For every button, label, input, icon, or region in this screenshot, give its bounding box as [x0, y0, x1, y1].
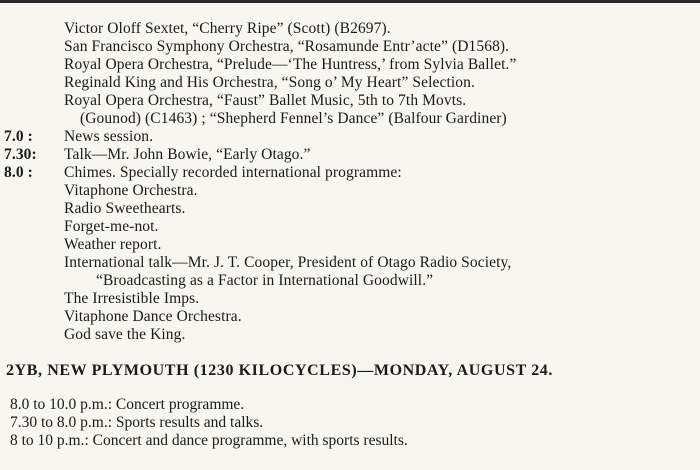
page-top-rule — [0, 0, 700, 3]
programme-line: International talk—Mr. J. T. Cooper, President of Otago Radio Society, — [64, 254, 512, 271]
time-label: 7.0 : — [4, 128, 33, 145]
programme-text: Talk—Mr. John Bowie, “Early Otago.” — [64, 146, 311, 163]
schedule-line: 8.0 to 10.0 p.m.: Concert programme. — [10, 396, 245, 413]
programme-line: Royal Opera Orchestra, “Faust” Ballet Music, 5th to 7th Movts. — [64, 92, 467, 109]
programme-line: Royal Opera Orchestra, “Prelude—‘The Huntress,’ from Sylvia Ballet.” — [64, 56, 517, 73]
schedule-line: 7.30 to 8.0 p.m.: Sports results and talks. — [10, 414, 264, 431]
time-label: 7.30: — [4, 146, 37, 163]
programme-line: God save the King. — [64, 326, 186, 343]
programme-text: News session. — [64, 128, 154, 145]
time-label: 8.0 : — [4, 164, 33, 181]
programme-line: Vitaphone Orchestra. — [64, 182, 198, 199]
programme-line: Victor Oloff Sextet, “Cherry Ripe” (Scott) (B2697). — [64, 20, 391, 37]
programme-line: (Gounod) (C1463) ; “Shepherd Fennel’s Dance” (Balfour Gardiner) — [80, 110, 507, 127]
programme-line: Weather report. — [64, 236, 162, 253]
programme-line: Forget-me-not. — [64, 218, 159, 235]
station-heading: 2YB, NEW PLYMOUTH (1230 KILOCYCLES)—MONDAY, AUGUST 24. — [6, 362, 554, 379]
schedule-line: 8 to 10 p.m.: Concert and dance programme, with sports results. — [10, 432, 408, 449]
programme-line: “Broadcasting as a Factor in International Goodwill.” — [96, 272, 434, 289]
programme-line: San Francisco Symphony Orchestra, “Rosamunde Entr’acte” (D1568). — [64, 38, 510, 55]
programme-text: Chimes. Specially recorded international programme: — [64, 164, 402, 181]
programme-line: The Irresistible Imps. — [64, 290, 200, 307]
programme-line: Radio Sweethearts. — [64, 200, 186, 217]
programme-line: Reginald King and His Orchestra, “Song o’ My Heart” Selection. — [64, 74, 475, 91]
programme-line: Vitaphone Dance Orchestra. — [64, 308, 242, 325]
